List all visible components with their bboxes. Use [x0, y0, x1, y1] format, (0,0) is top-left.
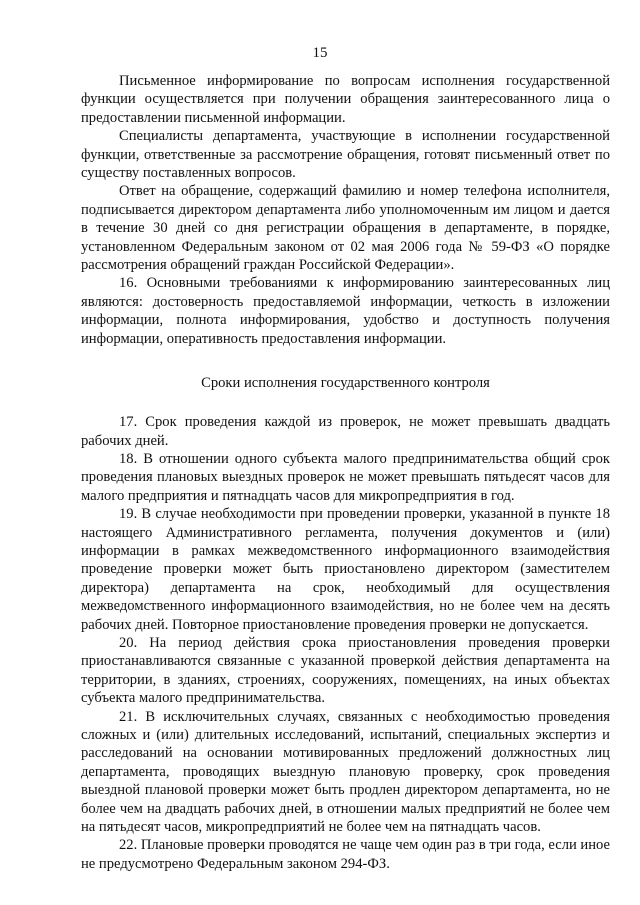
paragraph-item-18: 18. В отношении одного субъекта малого предпринимательства общий срок проведения плановых выездных проверок не может превышать пятьдесят часов для малого предприятия и пятнадцать часов для микропредприятия в год. — [81, 450, 610, 504]
section-heading: Сроки исполнения государственного контроля — [201, 375, 490, 392]
page-number: 15 — [312, 45, 328, 61]
paragraph-item-22: 22. Плановые проверки проводятся не чаще чем один раз в три года, если иное не предусмотрено Федеральным законом 294-ФЗ. — [81, 837, 611, 872]
paragraph-response-signing: Ответ на обращение, содержащий фамилию и номер телефона исполнителя, подписывается директором департамента либо уполномоченным им лицом и дается в течение 30 дней со дня регистрации обращения в департаменте, в порядке, установленном Федеральным законом от 02 мая 2006 года № 59-ФЗ «О порядке рассмотрения обращений граждан Российской Федерации». — [81, 183, 610, 274]
paragraph-item-16: 16. Основными требованиями к информированию заинтересованных лиц являются: достоверность предоставляемой информации, четкость в изложении информации, полнота информирования, удобство и доступность получения информации, оперативность предоставления информации. — [81, 275, 610, 347]
paragraph-department-specialists: Специалисты департамента, участвующие в исполнении государственной функции, ответственные за рассмотрение обращения, готовят письменный ответ по существу поставленных вопросов. — [81, 128, 610, 182]
page-body — [81, 72, 610, 873]
paragraph-item-17: 17. Срок проведения каждой из проверок, не может превышать двадцать рабочих дней. — [81, 414, 610, 449]
paragraph-item-21: 21. В исключительных случаях, связанных с необходимостью проведения сложных и (или) длительных исследований, испытаний, специальных экспертиз и расследований на основании мотивированных предложений должностных лиц департамента, проводящих выездную плановую проверку, срок проведения выездной плановой проверки может быть продлен директором департамента, но не более чем на двадцать рабочих дней, в отношении малых предприятий не более чем на пятьдесят часов, микропредприятий не более чем на пятнадцать часов. — [81, 708, 610, 836]
paragraph-written-informing: Письменное информирование по вопросам исполнения государственной функции осуществляется при получении обращения заинтересованного лица о предоставлении письменной информации. — [81, 73, 610, 126]
paragraph-item-20: 20. На период действия срока приостановления проведения проверки приостанавливаются связанные с указанной проверкой действия департамента на территории, в зданиях, строениях, сооружениях, помещениях, на иных объектах субъекта малого предпринимательства. — [81, 634, 610, 707]
paragraph-item-19: 19. В случае необходимости при проведении проверки, указанной в пункте 18 настоящего Административного регламента, получения документов и (или) информации в рамках межведомственного информационного взаимодействия проведение проверки может быть приостановлено директором (заместителем директора) департамента на срок, необходимый для осуществления межведомственного информационного взаимодействия, но не более чем на десять рабочих дней. Повторное приостановление проведения проверки не допускается. — [81, 506, 610, 633]
